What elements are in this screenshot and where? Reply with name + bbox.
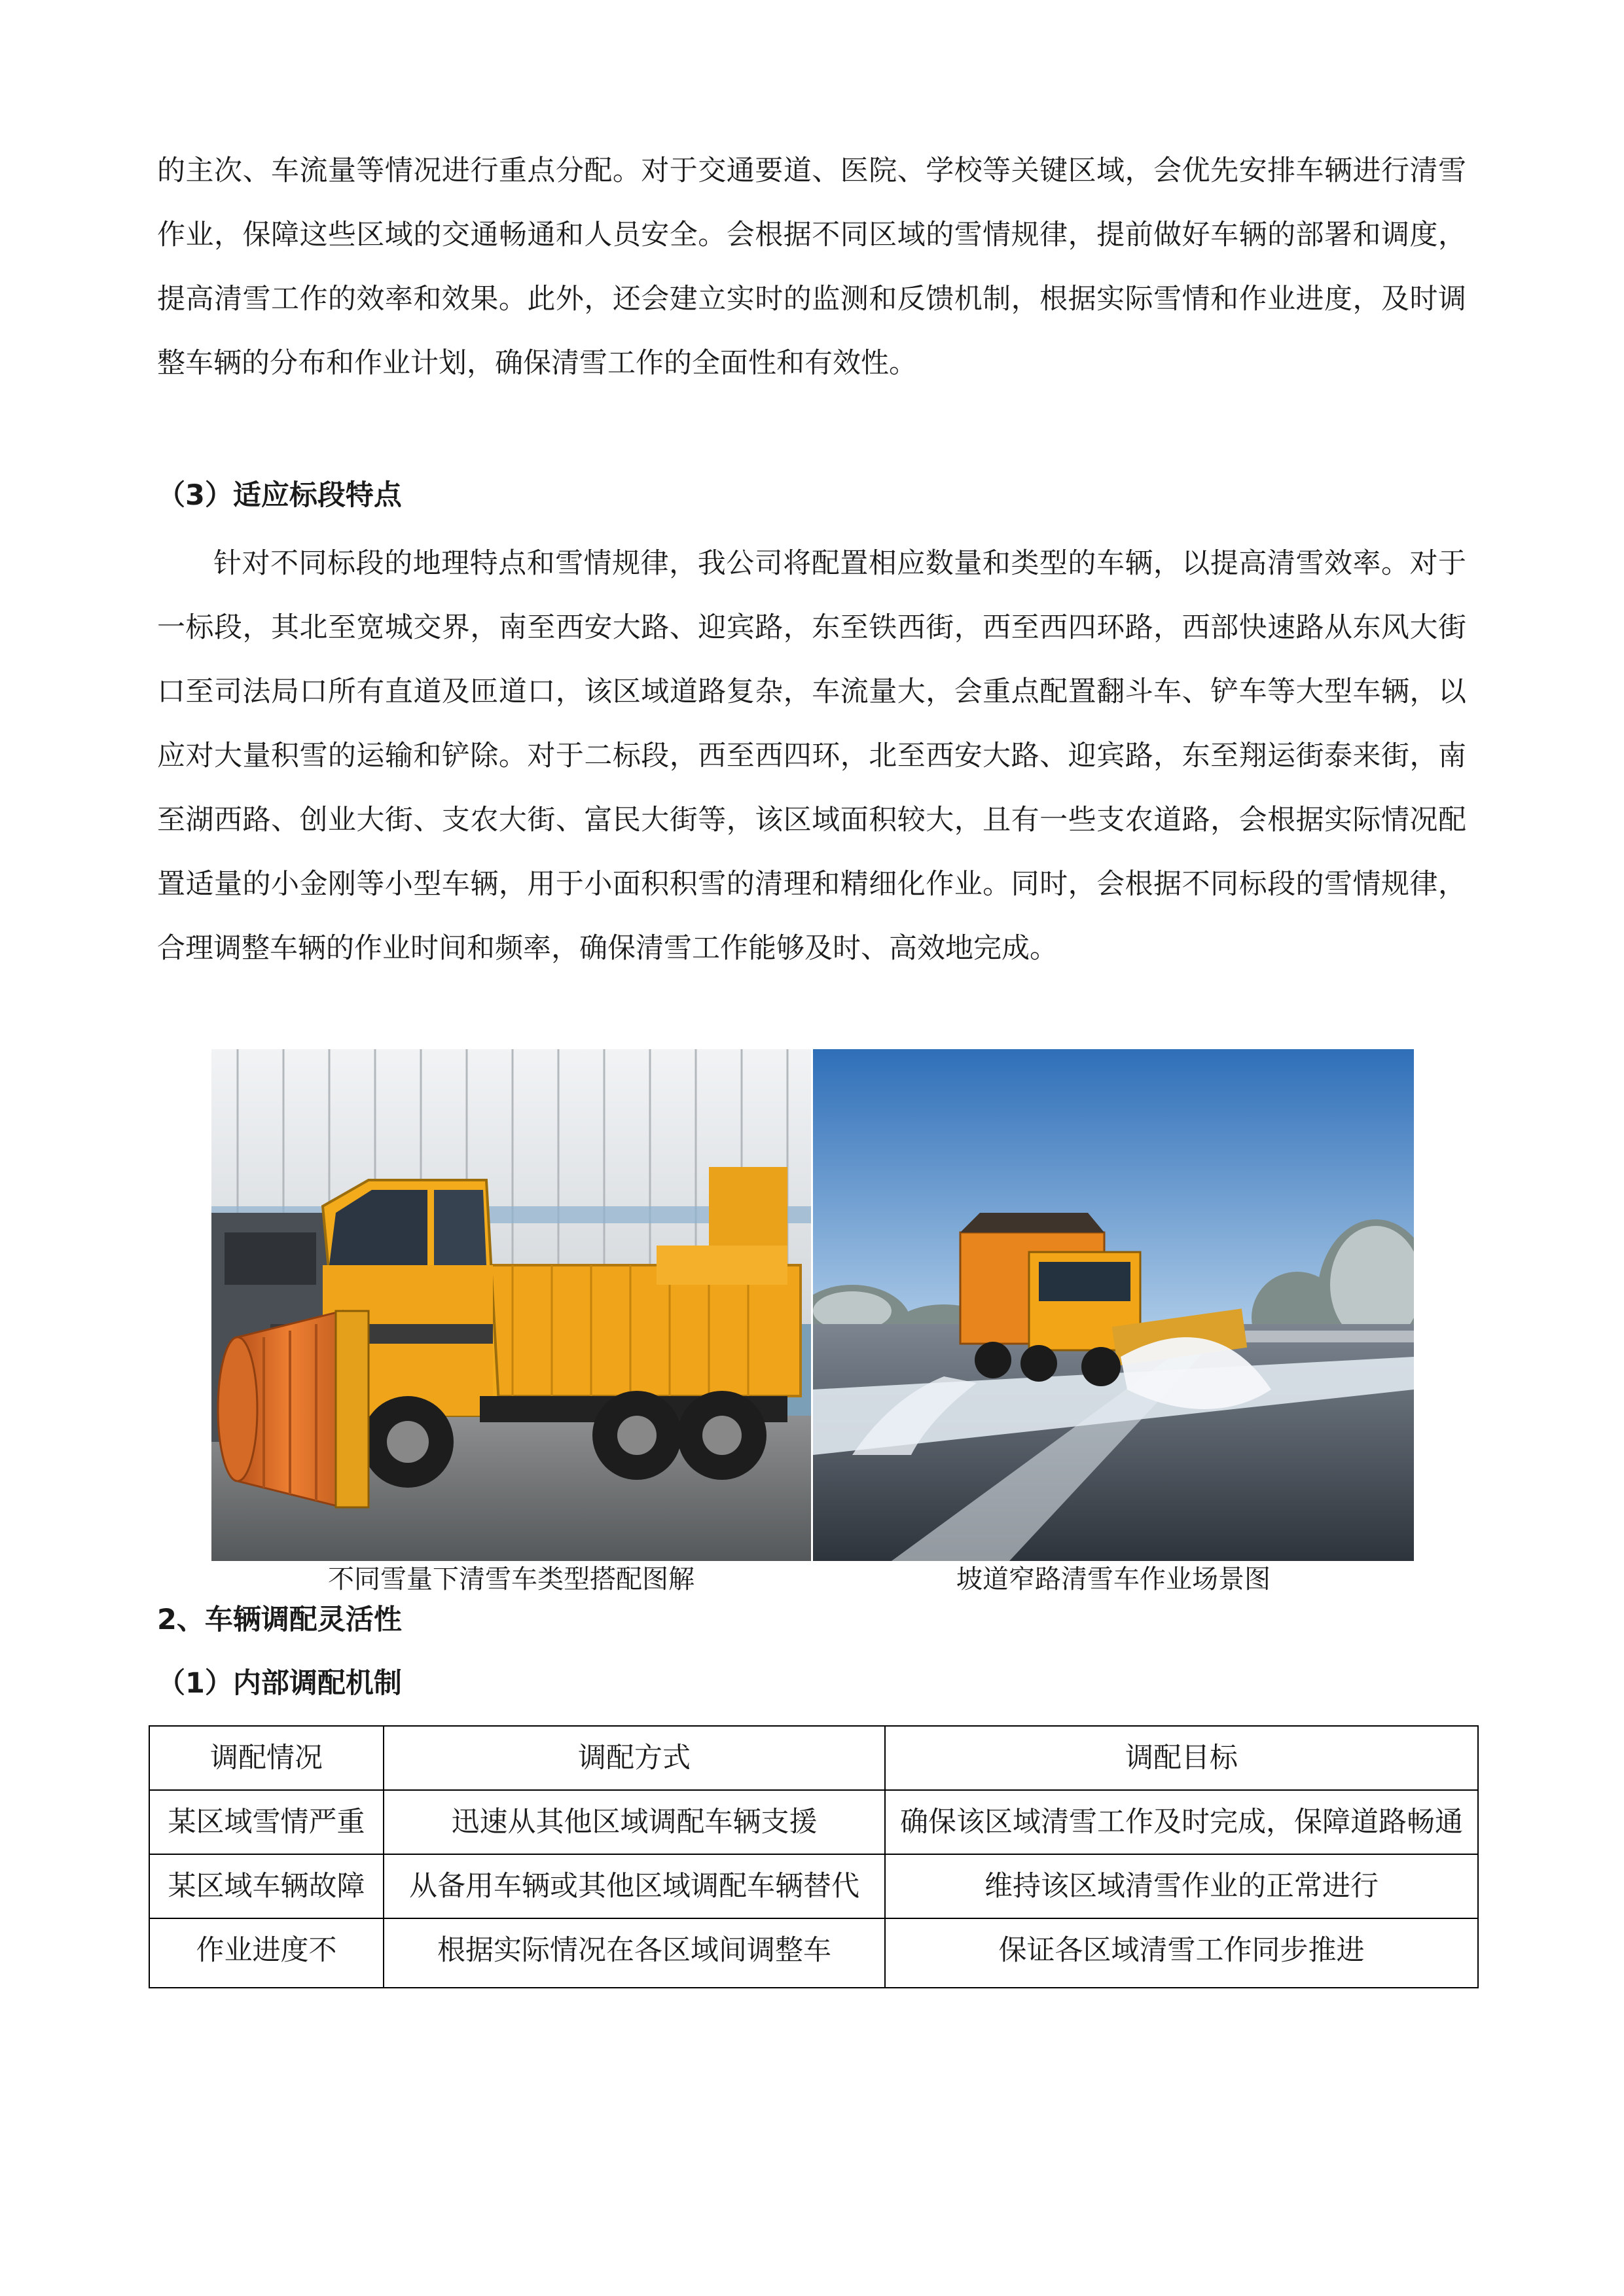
section-3-heading: （3）适应标段特点 bbox=[157, 479, 402, 512]
table-header-cell: 调配目标 bbox=[885, 1726, 1478, 1790]
table-cell: 作业进度不 bbox=[149, 1918, 384, 1988]
section-2-1-heading: （1）内部调配机制 bbox=[157, 1667, 402, 1700]
right-figure-caption: 坡道窄路清雪车作业场景图 bbox=[956, 1564, 1271, 1594]
section-3-paragraph: 针对不同标段的地理特点和雪情规律，我公司将配置相应数量和类型的车辆，以提高清雪效率。对于一标段，其北至宽城交界，南至西安大路、迎宾路，东至铁西街，西至西四环路，西部快速路从东风大街口至司法局口所有直道及匝道口，该区域道路复杂，车流量大，会重点配置翻斗车、铲车等大型车辆，以应对大量积雪的运输和铲除。对于二标段，西至西四环，北至西安大路、迎宾路，东至翔运街泰来街，南至湖西路、创业大街、支农大街、富民大街等，该区域面积较大，且有一些支农道路，会根据实际情况配置适量的小金刚等小型车辆，用于小面积积雪的清理和精细化作业。同时，会根据不同标段的雪情规律，合理调整车辆的作业时间和频率，确保清雪工作能够及时、高效地完成。 bbox=[157, 547, 1466, 965]
table-cell: 保证各区域清雪工作同步推进 bbox=[885, 1918, 1478, 1988]
table-row bbox=[149, 1854, 1478, 1918]
table-cell: 从备用车辆或其他区域调配车辆替代 bbox=[384, 1854, 885, 1918]
sweeper-truck-photo bbox=[211, 1049, 811, 1561]
table-header-row bbox=[149, 1726, 1478, 1790]
table-row bbox=[149, 1918, 1478, 1988]
table-cell: 根据实际情况在各区域间调整车 bbox=[384, 1918, 885, 1988]
snow-road-illustration bbox=[813, 1049, 1414, 1561]
dispatch-table bbox=[149, 1725, 1479, 1988]
table-cell: 确保该区域清雪工作及时完成，保障道路畅通 bbox=[885, 1790, 1478, 1854]
section-2-heading: 2、车辆调配灵活性 bbox=[157, 1604, 402, 1636]
table-cell: 迅速从其他区域调配车辆支援 bbox=[384, 1790, 885, 1854]
snow-road-photo bbox=[813, 1049, 1414, 1561]
table-header-cell: 调配方式 bbox=[384, 1726, 885, 1790]
table-row bbox=[149, 1790, 1478, 1854]
table-cell: 维持该区域清雪作业的正常进行 bbox=[885, 1854, 1478, 1918]
table-cell: 某区域车辆故障 bbox=[149, 1854, 384, 1918]
table-cell: 某区域雪情严重 bbox=[149, 1790, 384, 1854]
left-figure-caption: 不同雪量下清雪车类型搭配图解 bbox=[328, 1564, 695, 1594]
table-header-cell: 调配情况 bbox=[149, 1726, 384, 1790]
intro-paragraph: 的主次、车流量等情况进行重点分配。对于交通要道、医院、学校等关键区域，会优先安排车辆进行清雪作业，保障这些区域的交通畅通和人员安全。会根据不同区域的雪情规律，提前做好车辆的部署和调度，提高清雪工作的效率和效果。此外，还会建立实时的监测和反馈机制，根据实际雪情和作业进度，及时调整车辆的分布和作业计划，确保清雪工作的全面性和有效性。 bbox=[157, 154, 1466, 380]
sweeper-truck-illustration bbox=[211, 1049, 811, 1561]
